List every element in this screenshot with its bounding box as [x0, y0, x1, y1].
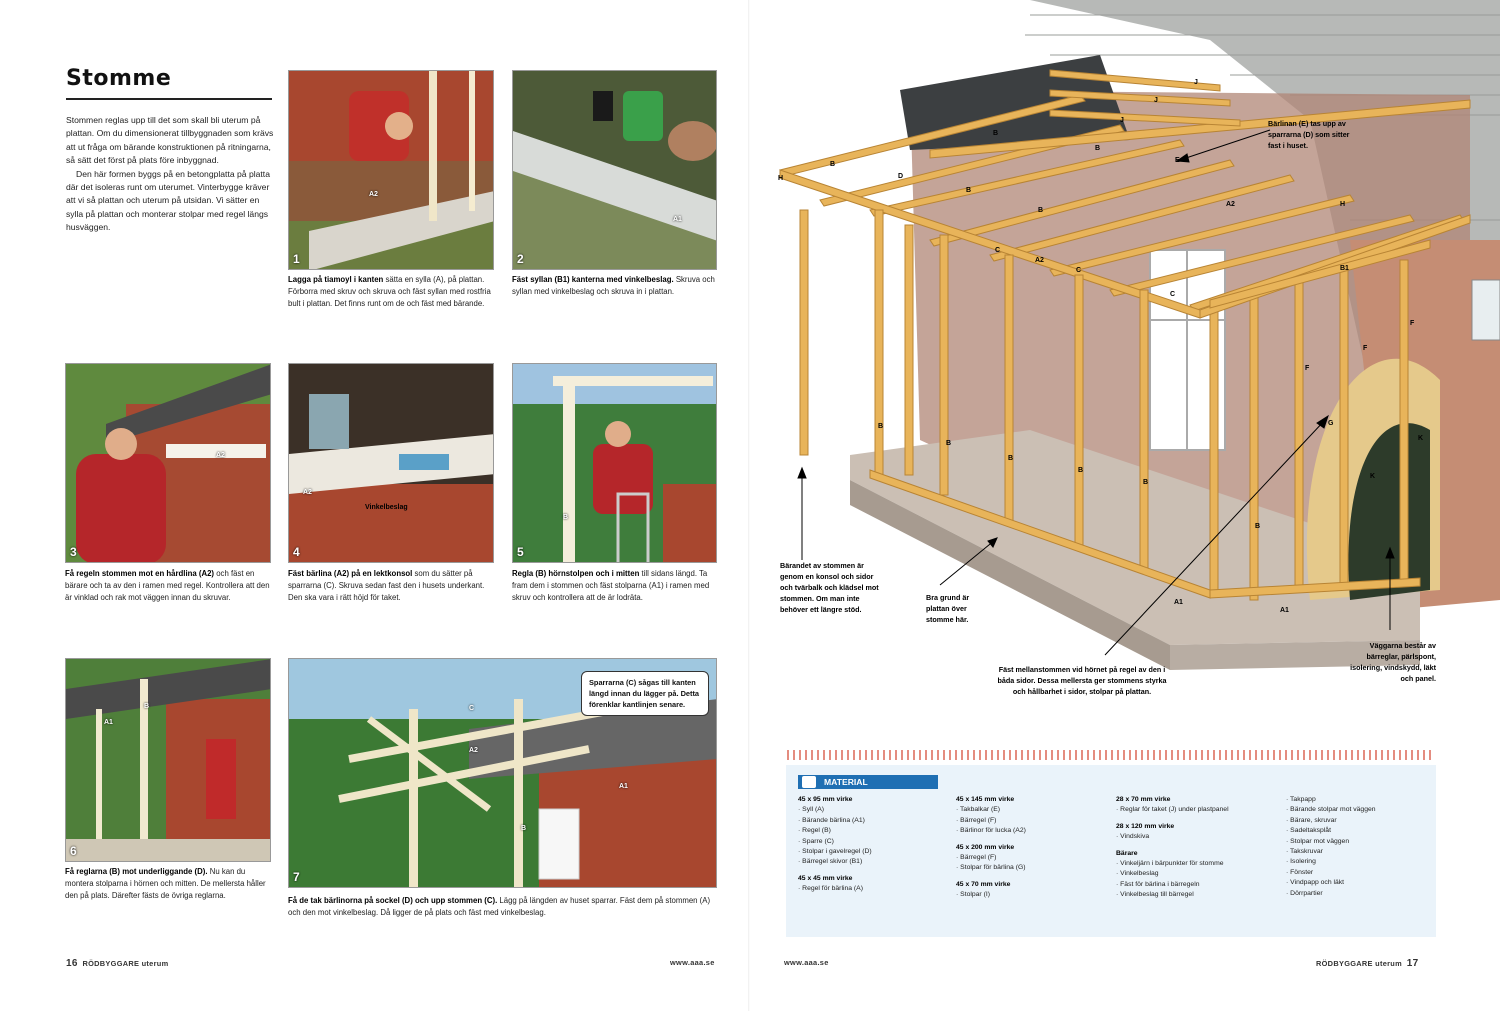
- photo-step-6: [65, 658, 271, 862]
- materials-group-heading: 45 x 200 mm virke: [956, 843, 1015, 851]
- framing-diagram: [750, 0, 1500, 740]
- materials-item: · Isolering: [1286, 857, 1431, 867]
- caption-step-5: [512, 568, 722, 604]
- materials-item: · Stolpar mot väggen: [1286, 837, 1431, 847]
- page-number: 17: [1406, 958, 1419, 969]
- caption-bold: Lagga på tiamoyl i kanten: [288, 275, 384, 284]
- step-number: 5: [517, 545, 524, 559]
- caption-step-1: [288, 274, 496, 310]
- materials-item: · Dörrpartier: [1286, 889, 1431, 899]
- materials-item: · Stolpar för bärlina (G): [956, 863, 1116, 873]
- note-bottom-center: Fäst mellanstommen vid hörnet på regel av den i båda sidor. Dessa mellersta ger stommens styrka och hållbarhet i sidor, stolpar på plattan.: [997, 665, 1167, 696]
- caption-text: sätta en sylla (A), på plattan. Förborra med skruv och skruva och fäst syllan med rostfria bult i plattan. Det finns runt om de och fäst med bärande.: [288, 275, 491, 308]
- footer-left: [66, 958, 168, 969]
- photo-step-4: [288, 363, 494, 563]
- caption-step-3: [65, 568, 275, 604]
- diagram-label: C: [1170, 291, 1176, 298]
- page-number: 16: [66, 958, 78, 969]
- photo-label: A2: [303, 489, 312, 496]
- caption-step-6: [65, 866, 275, 902]
- caption-step-7: [288, 895, 718, 919]
- diagram-label: B1: [1340, 265, 1349, 272]
- intro-paragraph-2: Den här formen byggs på en betongplatta på platta där det isoleras runt om uterumet. Vinterbygge kräver att vi så plattan och uterum på utsidan. Vi sätter en sylla på plattan och monterar stolpar med regel längs husväggen.: [66, 168, 270, 233]
- diagram-label: B: [966, 187, 972, 194]
- caption-text: Lägg på längden av huset sparrar. Fäst dem på stommen (A) och den mot vinkelbeslag. Då ligger de på plats och fäst med vinkelbeslag.: [288, 896, 711, 917]
- caption-bold: Få reglarna (B) mot underliggande (D).: [65, 867, 208, 876]
- photo-step-7: [288, 658, 717, 888]
- caption-text: till sidans längd. Ta fram dem i stommen och fäst stolparna (A1) i ramen med skruv och kontrollera att de är lodräta.: [512, 569, 710, 602]
- materials-item: · Vindpapp och läkt: [1286, 878, 1431, 888]
- diagram-label: J: [1194, 79, 1198, 86]
- materials-item: · Reglar för taket (J) under plastpanel: [1116, 805, 1281, 815]
- photo-label: B: [563, 514, 569, 521]
- footer-publication: RÖDBYGGARE uterum: [1316, 959, 1402, 968]
- materials-item: · Vinkelbeslag: [1116, 869, 1281, 879]
- photo-label: B: [144, 703, 150, 710]
- photo-label: A1: [104, 719, 113, 726]
- diagram-label: A2: [1226, 201, 1235, 208]
- caption-bold: Regla (B) hörnstolpen och i mitten: [512, 569, 640, 578]
- caption-bold: Få de tak bärlinorna på sockel (D) och upp stommen (C).: [288, 896, 498, 905]
- diagram-label: B: [830, 161, 836, 168]
- diagram-label: H: [778, 175, 784, 182]
- materials-item: · Stolpar i gavelregel (D): [798, 847, 948, 857]
- photo-label: Vinkelbeslag: [365, 504, 408, 511]
- materials-item: · Takskruvar: [1286, 847, 1431, 857]
- diagram-label: K: [1370, 473, 1376, 480]
- diagram-label: G: [1328, 420, 1334, 427]
- materials-panel: [786, 765, 1436, 937]
- diagram-label: E: [1175, 157, 1180, 164]
- materials-group-heading: 28 x 70 mm virke: [1116, 796, 1171, 803]
- diagram-label: A1: [1174, 599, 1183, 606]
- title-rule: [66, 98, 272, 100]
- diagram-label: H: [1340, 201, 1346, 208]
- page-title: Stomme: [66, 66, 172, 91]
- diagram-label: B: [1095, 145, 1101, 152]
- photo-label: A2: [216, 452, 225, 459]
- diagram-label: J: [1120, 117, 1124, 124]
- materials-group-heading: 45 x 145 mm virke: [956, 796, 1015, 803]
- diagram-label: D: [898, 173, 904, 180]
- photo-step-4-image: [289, 364, 494, 563]
- diagram-label: B: [1143, 479, 1149, 486]
- diagram-label: B: [1008, 455, 1014, 462]
- materials-item: · Takbalkar (E): [956, 805, 1116, 815]
- materials-item: · Bärande bärlina (A1): [798, 816, 948, 826]
- photo-step-3: [65, 363, 271, 563]
- diagram-label: C: [1076, 267, 1082, 274]
- caption-bold: Fäst bärlina (A2) på en lektkonsol: [288, 569, 413, 578]
- materials-item: · Bärare, skruvar: [1286, 816, 1431, 826]
- diagram-label: B: [1078, 467, 1084, 474]
- materials-group-heading: 45 x 45 mm virke: [798, 874, 853, 882]
- footer-website: www.aaa.se: [784, 958, 829, 967]
- materials-border: [786, 748, 1436, 762]
- materials-column: [956, 795, 1116, 901]
- materials-item: · Sparre (C): [798, 837, 948, 847]
- materials-group-heading: 28 x 120 mm virke: [1116, 822, 1175, 830]
- footer-website: www.aaa.se: [670, 958, 715, 967]
- toolbox-icon: [802, 776, 816, 788]
- caption-text: och fäst en bärare och ta av den i ramen med regel. Kontrollera att den är vinklad och rak mot väggen innan du skruvar.: [65, 569, 270, 602]
- materials-column: [798, 795, 948, 895]
- diagram-label: F: [1363, 345, 1368, 352]
- materials-column: [1286, 795, 1431, 899]
- diagram-label: B: [1255, 523, 1261, 530]
- materials-item: · Vinkelbeslag till bärregel: [1116, 890, 1281, 900]
- photo-label: A1: [673, 216, 682, 223]
- materials-group-heading: 45 x 95 mm virke: [798, 796, 853, 803]
- photo-label: A2: [369, 191, 378, 198]
- materials-group-heading: 45 x 70 mm virke: [956, 880, 1011, 888]
- photo-step-1: [288, 70, 494, 270]
- materials-item: · Bärlinor för lucka (A2): [956, 826, 1116, 836]
- materials-heading-text: MATERIAL: [824, 777, 868, 787]
- materials-item: · Fäst för bärlina i bärregeln: [1116, 880, 1281, 890]
- photo-label: C: [469, 705, 475, 712]
- materials-column: [1116, 795, 1281, 901]
- photo-step-2: [512, 70, 717, 270]
- materials-item: · Takpapp: [1286, 795, 1431, 805]
- diagram-label: B: [878, 423, 884, 430]
- materials-item: · Bärregel skivor (B1): [798, 857, 948, 867]
- callout-note: Sparrarna (C) sågas till kanten längd innan du lägger på. Detta förenklar kantlinjen senare.: [581, 671, 709, 716]
- photo-step-5-image: [513, 364, 717, 563]
- materials-item: · Regel (B): [798, 826, 948, 836]
- photo-step-3-image: [66, 364, 271, 563]
- footer-publication: RÖDBYGGARE uterum: [82, 959, 169, 968]
- diagram-label: B: [946, 440, 952, 447]
- diagram-label: F: [1410, 320, 1415, 327]
- materials-item: · Syll (A): [798, 805, 948, 815]
- materials-item: · Bärande stolpar mot väggen: [1286, 805, 1431, 815]
- step-number: 7: [293, 870, 300, 884]
- diagram-label: B: [1038, 207, 1044, 214]
- materials-item: · Vindskiva: [1116, 832, 1281, 842]
- step-number: 6: [70, 844, 77, 858]
- materials-item: · Vinkeljärn i bärpunkter för stomme: [1116, 859, 1281, 869]
- caption-bold: Fäst syllan (B1) kanterna med vinkelbeslag.: [512, 275, 674, 284]
- materials-item: · Fönster: [1286, 868, 1431, 878]
- photo-step-1-image: [289, 71, 494, 270]
- photo-label: A1: [619, 783, 628, 790]
- caption-step-2: [512, 274, 720, 298]
- photo-label: A2: [469, 747, 478, 754]
- note-bottom-left: Bärandet av stommen är genom en konsol och sidor och tvärbalk och klädsel mot stommen. Om man inte behöver ett längre stöd.: [780, 561, 879, 614]
- step-number: 1: [293, 252, 300, 266]
- diagram-label: F: [1305, 365, 1310, 372]
- note-top-right: Bärlinan (E) tas upp av sparrarna (D) som sitter fast i huset.: [1268, 119, 1350, 150]
- materials-group-heading: Bärare: [1116, 849, 1138, 857]
- caption-text: Skruva och syllan med vinkelbeslag och skruva in i plattan.: [512, 275, 715, 296]
- materials-item: · Regel för bärlina (A): [798, 884, 948, 894]
- photo-step-5: [512, 363, 717, 563]
- caption-text: Nu kan du montera stolparna i hörnen och mitten. De mellersta håller den på plats. Därefter fästs de övriga reglarna.: [65, 867, 266, 900]
- materials-heading: [798, 775, 938, 789]
- step-number: 3: [70, 545, 77, 559]
- photo-label: B: [521, 825, 527, 832]
- step-number: 2: [517, 252, 524, 266]
- photo-step-6-image: [66, 659, 271, 862]
- diagram-label: C: [995, 247, 1001, 254]
- materials-item: · Sadeltaksplåt: [1286, 826, 1431, 836]
- diagram-label: J: [1154, 97, 1158, 104]
- materials-item: · Stolpar (I): [956, 890, 1116, 900]
- intro-paragraph-1: Stommen reglas upp till det som skall bli uterum på plattan. Om du dimensionerat tillbyggnaden som krävs att ut fråga om bärande konstruktionen på ritningarna, så sätt det först på plats före inbyggnad.: [66, 115, 274, 166]
- caption-step-4: [288, 568, 498, 604]
- step-number: 4: [293, 545, 300, 559]
- diagram-label: A2: [1035, 257, 1044, 264]
- diagram-label: B: [993, 130, 999, 137]
- note-bottom-mid: Bra grund är plattan över stomme här.: [926, 593, 970, 624]
- footer-right: [1316, 958, 1418, 969]
- materials-item: · Bärregel (F): [956, 816, 1116, 826]
- intro-text: [66, 114, 274, 235]
- diagram-label: K: [1418, 435, 1424, 442]
- caption-bold: Få regeln stommen mot en hårdlina (A2): [65, 569, 215, 578]
- photo-step-2-image: [513, 71, 717, 270]
- caption-text: som du sätter på sparrarna (C). Skruva sedan fast den i husets underkant. Den ska vara i rätt höjd för taket.: [288, 569, 485, 602]
- note-bottom-right: Väggarna består av bärreglar, pärlspont, isolering, vindskydd, läkt och panel.: [1350, 641, 1436, 683]
- materials-item: · Bärregel (F): [956, 853, 1116, 863]
- diagram-label: A1: [1280, 607, 1289, 614]
